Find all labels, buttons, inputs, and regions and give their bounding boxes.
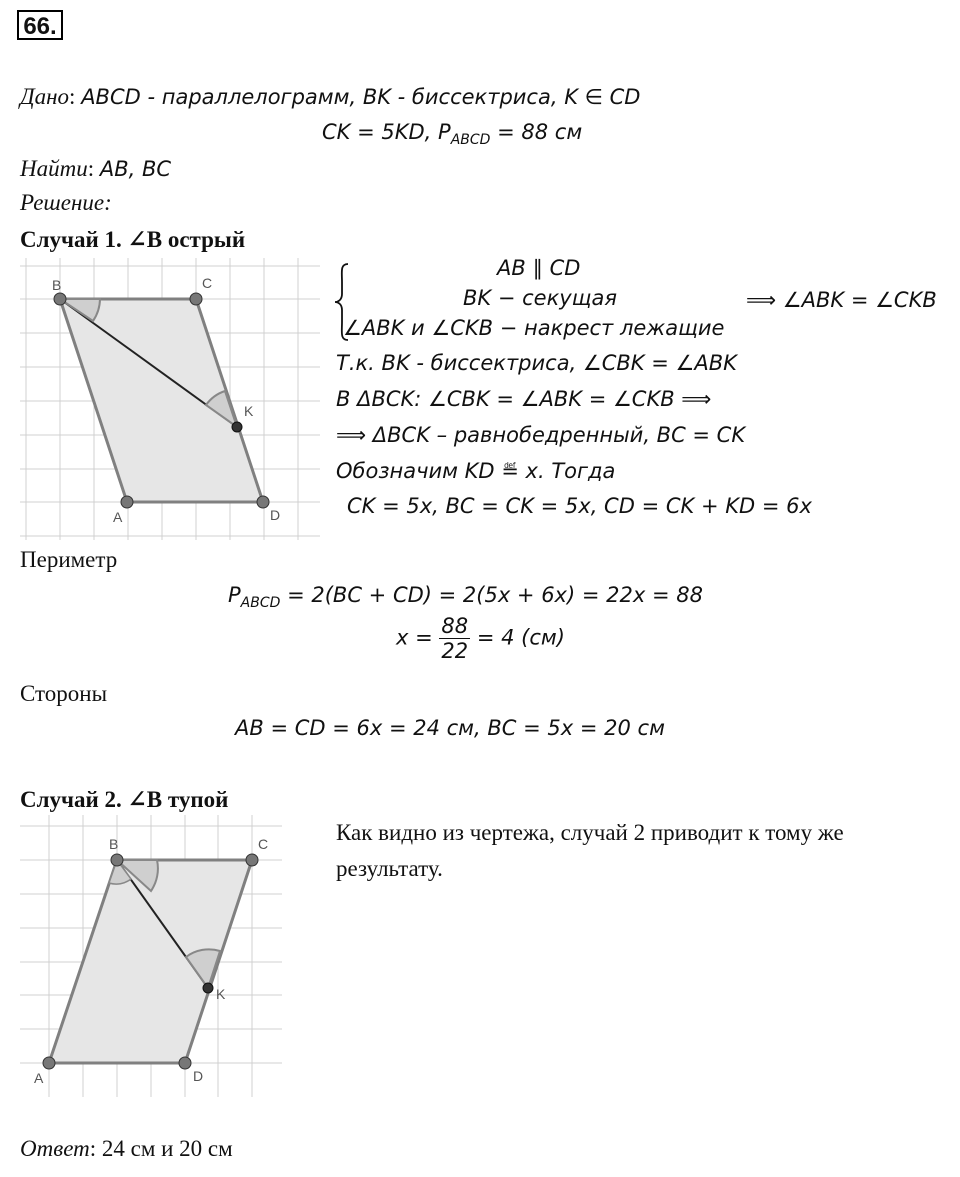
case1-line-3: ⟹ ΔBCK – равнобедренный, BC = CK bbox=[336, 423, 746, 447]
perimeter-expression: = 2(BC + CD) = 2(5x + 6x) = 22x = 88 bbox=[280, 583, 703, 607]
point-a-2 bbox=[43, 1057, 55, 1069]
point-d bbox=[257, 496, 269, 508]
solution-label: Решение: bbox=[20, 190, 112, 215]
case1-title: Случай 1. ∠B острый bbox=[20, 227, 246, 252]
case2-text-1: Как видно из чертежа, случай 2 приводит к тому же bbox=[336, 820, 844, 845]
label-c-2: C bbox=[258, 836, 269, 852]
case2-title: Случай 2. ∠B тупой bbox=[20, 787, 229, 812]
point-d-2 bbox=[179, 1057, 191, 1069]
system-line-2: BK − секущая bbox=[463, 286, 617, 310]
label-a: A bbox=[113, 509, 123, 525]
given-ck: CK = 5KD, P bbox=[322, 120, 451, 144]
case1-line-2: В ΔBCK: ∠CBK = ∠ABK = ∠CKB ⟹ bbox=[336, 387, 712, 411]
case2-figure bbox=[20, 815, 282, 1097]
label-c: C bbox=[202, 275, 213, 291]
find-value: AB, BC bbox=[99, 157, 172, 181]
given-line: Дано: ABCD - параллелограмм, BK - биссектриса, K ∈ CD bbox=[20, 84, 641, 109]
label-d: D bbox=[270, 507, 281, 523]
perimeter-sub: ABCD bbox=[240, 595, 281, 612]
label-b-2: B bbox=[109, 836, 119, 852]
point-k-2 bbox=[203, 983, 213, 993]
label-d-2: D bbox=[193, 1068, 204, 1084]
system-line-3: ∠ABK и ∠CKB − накрест лежащие bbox=[343, 316, 725, 340]
given-sub: ABCD bbox=[450, 132, 491, 149]
fraction-numerator: 88 bbox=[441, 614, 469, 638]
given-perimeter-value: = 88 см bbox=[490, 120, 583, 144]
find-line: Найти: AB, BC bbox=[20, 156, 172, 181]
x-equation bbox=[396, 614, 565, 663]
label-b: B bbox=[52, 277, 62, 293]
x-eq-left: x = bbox=[396, 625, 433, 650]
point-b-2 bbox=[111, 854, 123, 866]
given-condition bbox=[322, 120, 582, 148]
point-c bbox=[190, 293, 202, 305]
sides-label: Стороны bbox=[20, 681, 108, 706]
label-k: K bbox=[244, 403, 254, 419]
label-k-2: K bbox=[216, 986, 226, 1002]
perimeter-formula bbox=[228, 583, 703, 611]
point-c-2 bbox=[246, 854, 258, 866]
system-line-1: AB ∥ CD bbox=[497, 256, 581, 280]
x-result: = 4 (см) bbox=[476, 625, 565, 650]
fraction-denominator: 22 bbox=[441, 639, 469, 663]
point-k bbox=[232, 422, 242, 432]
point-a bbox=[121, 496, 133, 508]
answer-line bbox=[20, 1136, 233, 1162]
perimeter-p: P bbox=[228, 583, 241, 607]
answer-value: : 24 см и 20 см bbox=[89, 1136, 233, 1161]
answer-label: Ответ bbox=[20, 1136, 90, 1161]
case2-text-2: результату. bbox=[336, 856, 443, 881]
given-text: ABCD - параллелограмм, BK - биссектриса, K ∈ CD bbox=[81, 85, 641, 109]
fraction bbox=[439, 614, 470, 663]
point-b bbox=[54, 293, 66, 305]
case1-line-1: Т.к. BK - биссектриса, ∠CBK = ∠ABK bbox=[336, 351, 737, 375]
case1-figure bbox=[20, 258, 320, 540]
problem-number: 66. bbox=[17, 10, 63, 40]
sides-formula: AB = CD = 6x = 24 см, BC = 5x = 20 см bbox=[235, 716, 665, 740]
find-label: Найти bbox=[20, 156, 88, 181]
label-a-2: A bbox=[34, 1070, 44, 1086]
perimeter-label: Периметр bbox=[20, 547, 118, 572]
system-implication: ⟹ ∠ABK = ∠CKB bbox=[746, 288, 937, 312]
given-label: Дано bbox=[20, 84, 70, 109]
case1-line-4: Обозначим KD ≝ x. Тогда bbox=[336, 459, 616, 483]
case1-line-5: CK = 5x, BC = CK = 5x, CD = CK + KD = 6x bbox=[347, 494, 812, 518]
